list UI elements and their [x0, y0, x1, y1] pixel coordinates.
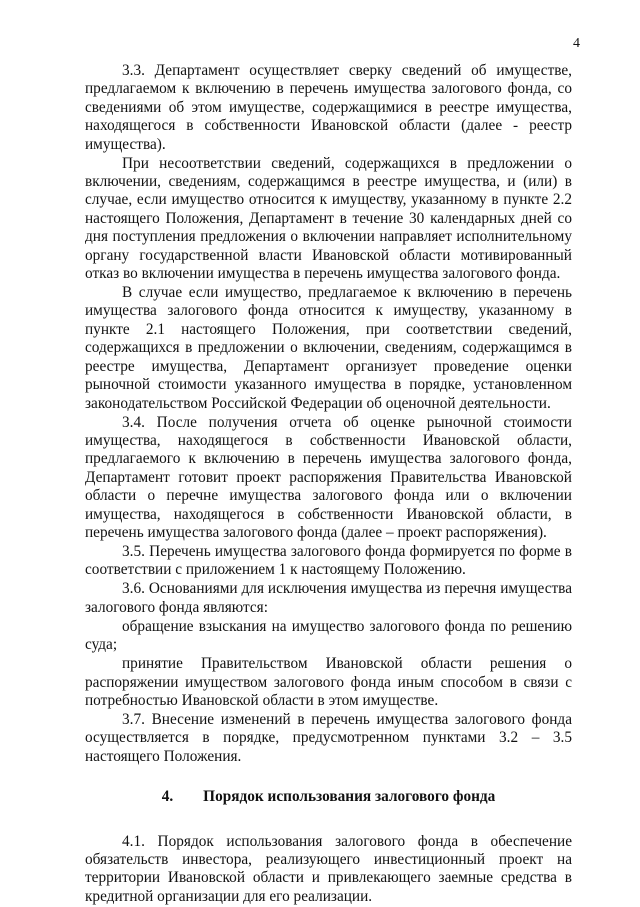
page-number: 4	[573, 36, 580, 51]
paragraph-3-4: 3.4. После получения отчета об оценке рыночной стоимости имущества, находящегося в собственности Ивановской области, предлагаемого к включению в перечень имущества залогового фонда, Департамент готовит проект распоряжения Правительства Ивановской области о перечне имущества залогового фонда или о включении имущества, находящегося в собственности Ивановской области, в перечень имущества залогового фонда (далее – проект распоряжения).	[85, 413, 572, 541]
document-body	[85, 62, 572, 907]
paragraph-3-5: 3.5. Перечень имущества залогового фонда формируется по форме в соответствии с приложением 1 к настоящему Положению.	[85, 542, 572, 579]
paragraph-court-decision: обращение взыскания на имущество залогового фонда по решению суда;	[85, 617, 572, 654]
section-heading	[85, 788, 572, 806]
paragraph-4-1: 4.1. Порядок использования залогового фонда в обеспечение обязательств инвестора, реализующего инвестиционный проект на территории Ивановской области и привлекающего заемные средства в кредитной организации для его реализации.	[85, 832, 572, 905]
paragraph-government-decision: принятие Правительством Ивановской области решения о распоряжении имуществом залогового фонда иным способом в связи с потребностью Ивановской области в этом имуществе.	[85, 655, 572, 709]
section-number: 4.	[161, 788, 174, 806]
paragraph-valuation: В случае если имущество, предлагаемое к включению в перечень имущества залогового фонда относится к имуществу, указанному в пункте 2.1 настоящего Положения, при соответствии сведений, содержащихся в предложении о включении, сведениям, содержащимся в реестре имущества, Департамент организует проведение оценки рыночной стоимости указанного имущества в порядке, установленном законодательством Российской Федерации об оценочной деятельности.	[85, 284, 572, 412]
paragraph-3-3: 3.3. Департамент осуществляет сверку сведений об имуществе, предлагаемом к включению в перечень имущества залогового фонда, со сведениями об этом имуществе, содержащимися в реестре имущества, находящегося в собственности Ивановской области (далее - реестр имущества).	[85, 62, 572, 153]
paragraph-3-7: 3.7. Внесение изменений в перечень имущества залогового фонда осуществляется в порядке, предусмотренном пунктами 3.2 – 3.5 настоящего Положения.	[85, 710, 572, 765]
paragraph-mismatch: При несоответствии сведений, содержащихся в предложении о включении, сведениям, содержащимся в реестре имущества, и (или) в случае, если имущество относится к имуществу, указанному в пункте 2.2 настоящего Положения, Департамент в течение 30 календарных дней со дня поступления предложения о включении направляет исполнительному органу государственной власти Ивановской области мотивированный отказ во включении имущества в перечень имущества залогового фонда.	[85, 154, 572, 283]
section-title: Порядок использования залогового фонда	[203, 788, 496, 806]
paragraph-3-6: 3.6. Основаниями для исключения имущества из перечня имущества залогового фонда являются:	[85, 580, 572, 616]
